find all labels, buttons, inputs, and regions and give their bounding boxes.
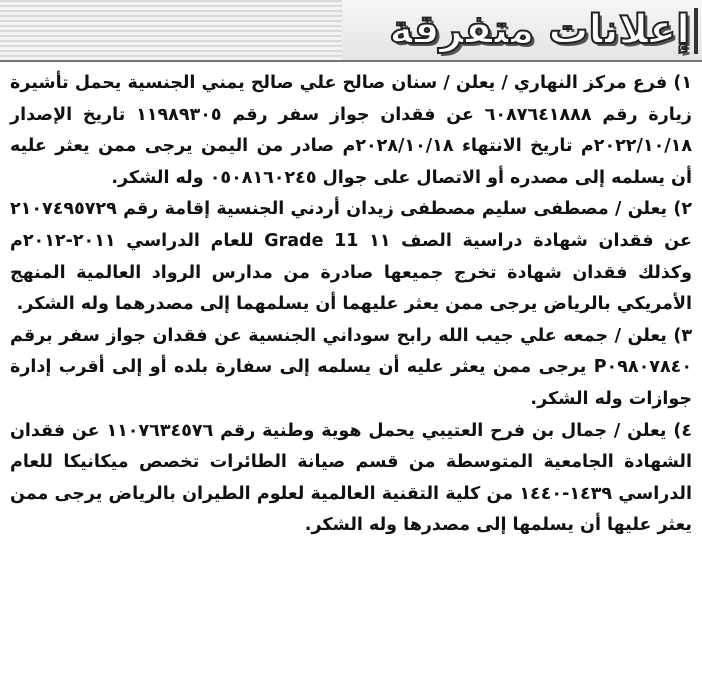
ad-text: فرع مركز النهاري / يعلن / سنان صالح علي صالح يمني الجنسية يحمل تأشيرة زيارة رقم ٦٠٨٧٦٤١٨٨٨ عن فقدان جواز سفر رقم ١١٩٨٩٣٠٥ تاريخ الإصدار ٢٠٢٢/١٠/١٨م تاريخ الانتهاء ٢٠٢٨/١٠/١٨م صادر من اليمن يرجى ممن يعثر عليه أن يسلمه إلى مصدره أو الاتصال على جوال ٠٥٠٨١٦٠٢٤٥ وله الشكر. bbox=[10, 73, 692, 188]
ad-text: يعلن / جمال بن فرح العتيبي يحمل هوية وطنية رقم ١١٠٧٦٣٤٥٧٦ عن فقدان الشهادة الجامعية المتوسطة من قسم صيانة الطائرات تخصص ميكانيكا للعام الدراسي ١٤٣٩-١٤٤٠ من كلية التقنية العالمية لعلوم الطيران بالرياض يرجى ممن يعثر عليها أن يسلمها إلى مصدرها وله الشكر. bbox=[10, 420, 693, 536]
header-accent-bar bbox=[694, 8, 698, 54]
ads-list bbox=[0, 62, 702, 542]
ad-item-3 bbox=[10, 321, 692, 416]
section-header bbox=[0, 0, 702, 62]
section-title: إعلانات متفرقة bbox=[389, 7, 690, 53]
ad-text: يعلن / جمعه علي جيب الله رابح سوداني الجنسية عن فقدان جواز سفر برقم P٠٩٨٠٧٨٤٠ يرجى ممن يعثر عليه أن يسلمه إلى سفارة بلده أو إلى أقرب إدارة جوازات وله الشكر. bbox=[10, 325, 692, 409]
ad-number: ٤) bbox=[673, 420, 692, 441]
header-stripe-pattern bbox=[0, 0, 342, 60]
ad-item-1 bbox=[10, 68, 692, 194]
ad-text: يعلن / مصطفى سليم مصطفى زيدان أردني الجنسية إقامة رقم ٢١٠٧٤٩٥٧٢٩ عن فقدان شهادة دراسية الصف ١١ Grade 11 للعام الدراسي ٢٠١١-٢٠١٢م وكذلك فقدان شهادة تخرج جميعها صادرة من مدارس الرواد العالمية المنهج الأمريكي بالرياض يرجى ممن يعثر عليهما أن يسلمهما إلى مصدرهما وله الشكر. bbox=[10, 199, 692, 315]
ad-item-2 bbox=[10, 194, 692, 320]
ad-number: ١) bbox=[673, 73, 692, 93]
ad-item-4 bbox=[10, 416, 692, 542]
ad-number: ٢) bbox=[673, 199, 692, 220]
ad-number: ٣) bbox=[673, 325, 692, 346]
